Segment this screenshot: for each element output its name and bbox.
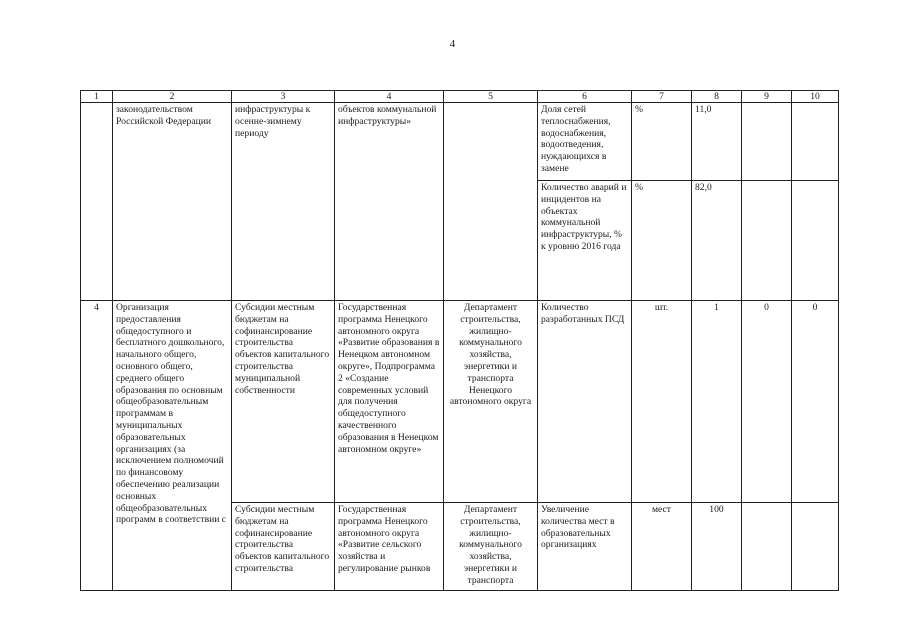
row-a-col-9-2 xyxy=(742,181,792,301)
table-row xyxy=(81,103,839,181)
row-b2-col-9 xyxy=(742,503,792,591)
row-b1-col-10: 0 xyxy=(792,301,839,503)
header-cell-9: 9 xyxy=(742,91,792,103)
row-a-indicator-1: Доля сетей теплоснабжения, водоснабжения, водоотведения, нуждающихся в замене xyxy=(538,103,632,181)
row-b2-col-10 xyxy=(792,503,839,591)
row-a-col-3: инфраструктуры к осенне-зимнему периоду xyxy=(232,103,335,301)
header-cell-4: 4 xyxy=(335,91,444,103)
header-cell-3: 3 xyxy=(232,91,335,103)
header-cell-10: 10 xyxy=(792,91,839,103)
row-b1-col-6: Количество разработанных ПСД xyxy=(538,301,632,503)
row-b1-col-3: Субсидии местным бюджетам на софинансирование строительства объектов капитального строительства муниципальной собственности xyxy=(232,301,335,503)
row-b2-col-3: Субсидии местным бюджетам на софинансирование строительства объектов капитального строительства xyxy=(232,503,335,591)
row-a-unit-2: % xyxy=(632,181,692,301)
row-a-col-1 xyxy=(81,103,113,301)
row-b1-col-4: Государственная программа Ненецкого автономного округа «Развитие образования в Ненецком автономном округе», Подпрограмма 2 «Создание современных условий для получения общедоступного качественного образования в Ненецком автономном округе» xyxy=(335,301,444,503)
row-a-col-5 xyxy=(444,103,538,301)
row-a-unit-1: % xyxy=(632,103,692,181)
row-a-col-2: законодательством Российской Федерации xyxy=(113,103,232,301)
row-a-col-4: объектов коммунальной инфраструктуры» xyxy=(335,103,444,301)
row-a-indicator-2: Количество аварий и инцидентов на объектах коммунальной инфраструктуры, % к уровню 2016 года xyxy=(538,181,632,301)
row-a-value-2: 82,0 xyxy=(692,181,742,301)
row-b2-col-6: Увеличение количества мест в образовательных организациях xyxy=(538,503,632,591)
header-cell-1: 1 xyxy=(81,91,113,103)
row-b-number: 4 xyxy=(81,301,113,591)
row-a-col-10-1 xyxy=(792,103,839,181)
header-row xyxy=(81,91,839,103)
row-b2-unit: мест xyxy=(632,503,692,591)
header-cell-7: 7 xyxy=(632,91,692,103)
table-row xyxy=(81,301,839,503)
row-a-col-9-1 xyxy=(742,103,792,181)
row-b1-col-8: 1 xyxy=(692,301,742,503)
header-cell-5: 5 xyxy=(444,91,538,103)
page-number: 4 xyxy=(449,38,456,50)
row-a-col-10-2 xyxy=(792,181,839,301)
row-b2-col-4: Государственная программа Ненецкого автономного округа «Развитие сельского хозяйства и регулирование рынков xyxy=(335,503,444,591)
row-a-value-1: 11,0 xyxy=(692,103,742,181)
data-table xyxy=(80,90,839,591)
row-b1-unit: шт. xyxy=(632,301,692,503)
row-b2-col-5: Департамент строительства, жилищно-коммунального хозяйства, энергетики и транспорта xyxy=(444,503,538,591)
row-b2-col-8: 100 xyxy=(692,503,742,591)
header-cell-8: 8 xyxy=(692,91,742,103)
header-cell-6: 6 xyxy=(538,91,632,103)
row-b1-col-9: 0 xyxy=(742,301,792,503)
header-cell-2: 2 xyxy=(113,91,232,103)
row-b-col-2: Организация предоставления общедоступного и бесплатного дошкольного, начального общего, основного общего, среднего общего образования по основным общеобразовательным программам в муниципальных образовательных организациях (за исключением полномочий по финансовому обеспечению реализации основных общеобразовательных программ в соответствии с xyxy=(113,301,232,591)
row-b1-col-5: Департамент строительства, жилищно-коммунального хозяйства, энергетики и транспорта Ненецкого автономного округа xyxy=(444,301,538,503)
